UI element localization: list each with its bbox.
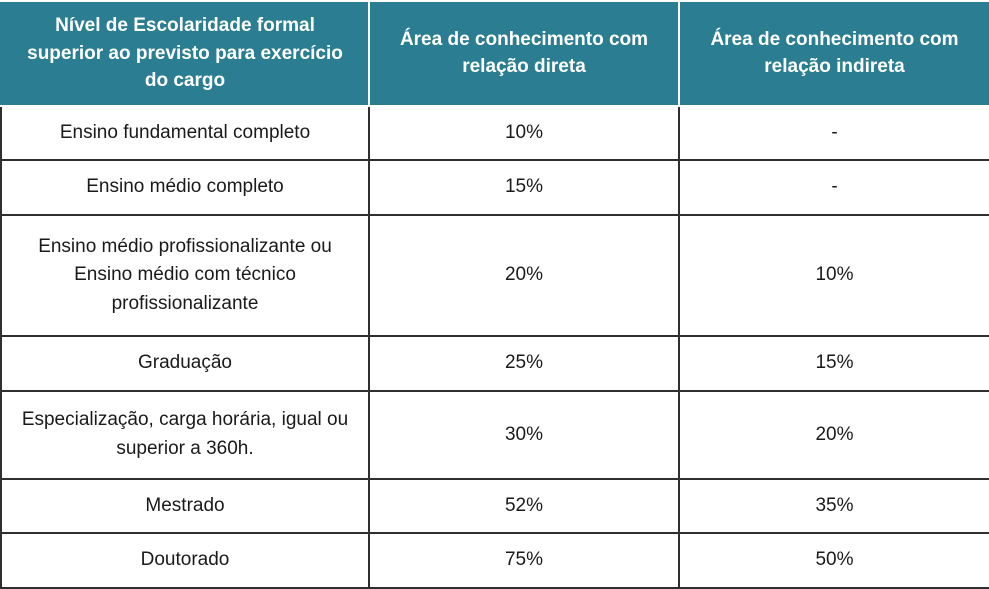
table-row [1, 479, 989, 534]
table-row [1, 533, 989, 588]
column-header-area-indireta: Área de conhecimento com relação indireta [679, 1, 989, 106]
table-row [1, 106, 989, 161]
cell-indireta: - [679, 106, 989, 161]
cell-direta: 15% [369, 160, 679, 215]
cell-indireta: 50% [679, 533, 989, 588]
table-body [1, 106, 989, 588]
cell-indireta: 20% [679, 391, 989, 479]
cell-escolaridade: Doutorado [1, 533, 369, 588]
cell-direta: 10% [369, 106, 679, 161]
cell-indireta: 15% [679, 336, 989, 391]
table-row [1, 215, 989, 336]
table-row [1, 391, 989, 479]
cell-indireta: - [679, 160, 989, 215]
cell-escolaridade: Ensino fundamental completo [1, 106, 369, 161]
table-header [1, 1, 989, 106]
cell-direta: 52% [369, 479, 679, 534]
cell-direta: 75% [369, 533, 679, 588]
cell-escolaridade: Mestrado [1, 479, 369, 534]
column-header-area-direta: Área de conhecimento com relação direta [369, 1, 679, 106]
cell-escolaridade: Ensino médio completo [1, 160, 369, 215]
column-header-escolaridade: Nível de Escolaridade formal superior ao previsto para exercício do cargo [1, 1, 369, 106]
cell-escolaridade: Especialização, carga horária, igual ou superior a 360h. [1, 391, 369, 479]
cell-escolaridade: Graduação [1, 336, 369, 391]
cell-indireta: 10% [679, 215, 989, 336]
table-header-row [1, 1, 989, 106]
table-row [1, 336, 989, 391]
cell-escolaridade: Ensino médio profissionalizante ou Ensino médio com técnico profissionalizante [1, 215, 369, 336]
cell-indireta: 35% [679, 479, 989, 534]
cell-direta: 30% [369, 391, 679, 479]
table-row [1, 160, 989, 215]
cell-direta: 25% [369, 336, 679, 391]
cell-direta: 20% [369, 215, 679, 336]
